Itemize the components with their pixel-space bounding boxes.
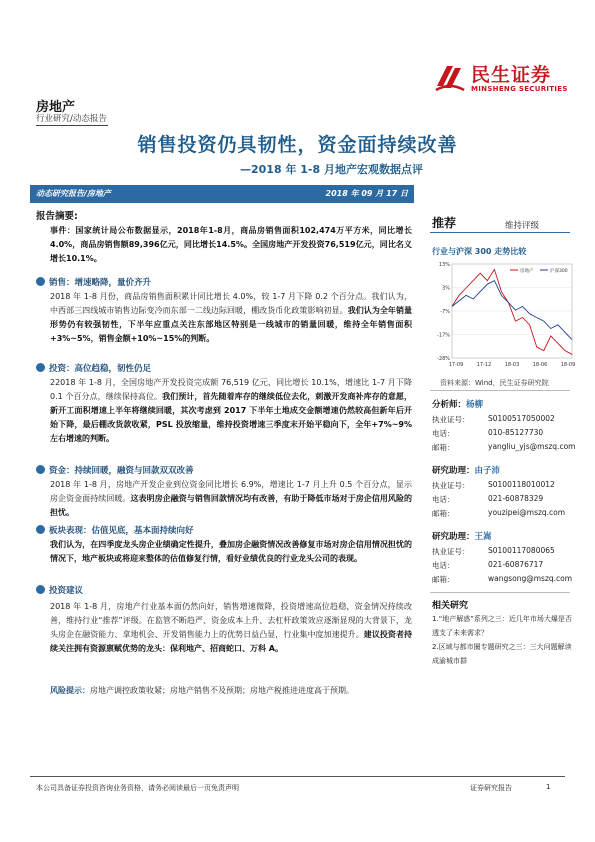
analyst-name [432,398,483,410]
analyst-info-row [432,414,572,425]
legend-label: 房地产 [520,269,534,274]
summary-label: 报告摘要: [36,211,78,222]
analyst-role: 研究助理： [432,466,475,476]
rating-value: 维持评级 [505,221,540,231]
fund-paragraph [50,478,412,520]
y-tick-label: -28% [437,356,450,362]
email-link[interactable]: youzipei@mszq.com [488,508,566,517]
risk-label: 风险提示： [50,686,90,695]
risk-text: 房地产调控政策收紧；房地产销售不及预期；房地产税推进进度高于预期。 [90,686,354,695]
info-value: 021-60876717 [488,560,544,569]
page-subtitle: —2018 年 1-8 月地产宏观数据点评 [240,163,423,176]
section-fund-label: 资金：持续回暖，融资与回款双双改善 [49,466,194,476]
section-invest-label: 投资：高位趋稳，韧性仍足 [49,364,152,374]
sales-paragraph [50,290,412,346]
banner-date: 2018 年 09 月 17 日 [325,189,408,198]
brand-name: 民生证券 [471,64,552,86]
brand-name-en: MINSHENG SECURITIES [471,85,568,93]
section-sales-label: 销售：增速略降，量价齐升 [49,278,152,288]
board-paragraph [50,538,412,566]
y-tick-label: 13% [438,262,450,268]
footer-disclaimer: 本公司具备证券投资咨询业务资格，请务必阅读最后一页免责声明 [36,784,239,792]
x-tick-label: 18-06 [532,362,548,368]
rating-divider [430,232,570,233]
rating-label: 推荐 [432,216,457,230]
fund-conclusion: 这表明房企融资与销售回款情况均有改善，有助于降低市场对于房企信用风险的担忧。 [50,494,413,517]
risk-paragraph [50,684,412,698]
info-label: 邮箱： [432,509,455,518]
fund-text: 2018 年 1-8 月，房地产开发企业到位资金同比增长 6.9%，增速比 1-7 月上升 0.5 个百分点，显示房企资金面持续回暖。 [50,480,412,503]
advice-text: 2018 年 1-8 月，房地产行业基本面仍然向好，销售增速微降，投资增速高位趋稳，资金情况持续改善，维持行业“推荐”评级。在监管不断趋严、资金成本上升、去杠杆政策效应逐渐显现的大背景下，龙头房企在融资能力、拿地机会、开发销售能力上的优势日益凸显，行业集中度加速提升。 [50,602,412,639]
analyst-role: 分析师： [432,400,467,410]
event-paragraph [50,224,412,266]
analyst-info-row [432,546,572,557]
brand-mark-icon [433,60,467,94]
board-conclusion: 我们认为，在四季度龙头房企业绩确定性提升，叠加房企融资情况改善修复市场对房企信用情况担忧的情况下，地产板块或将迎来整体的估值修复行情，看好业绩优良的行业龙头公司的表现。 [50,540,412,563]
banner-category: 动态研究报告/房地产 [36,189,111,198]
bullet-icon [36,465,45,474]
invest-text: 22018 年 1-8 月，全国房地产开发投资完成额 76,519 亿元，同比增长 10.1%，增速比 1-7 月下降 0.1 个百分点，继续保持高位。 [50,378,412,401]
info-value: S0100517050002 [488,414,555,423]
info-value: S0100117080065 [488,546,555,555]
email-link[interactable]: wangsong@mszq.com [488,574,573,583]
related-title: 相关研究 [432,601,469,611]
chart-divider [430,390,570,391]
section-fund-title [36,464,194,476]
info-label: 邮箱： [432,443,455,452]
analyst-name [432,464,500,476]
invest-paragraph [50,376,412,446]
bullet-icon [36,277,45,286]
section-board-label: 板块表现：估值见底，基本面持续向好 [49,526,194,536]
legend-label: 沪深300 [550,269,568,274]
header-divider [36,125,108,126]
brand-logo [433,58,573,98]
info-value: 021-60878329 [488,494,544,503]
advice-paragraph [50,600,412,656]
related-item[interactable]: 1.“地产解惑”系列之三：近几年市场大爆是否透支了未来需求？ [432,615,572,637]
chart-source: 资料来源：Wind，民生证券研究院 [440,379,549,387]
x-tick-label: 17-12 [476,362,492,368]
advice-conclusion: 建议投资者持续关注拥有资源禀赋优势的龙头：保利地产、招商蛇口、万科 A。 [50,630,413,653]
section-advice-title [36,584,83,596]
section-advice-label: 投资建议 [49,586,84,596]
sales-text: 2018 年 1-8 月份，商品房销售面积累计同比增长 4.0%，较 1-7 月下降 0.2 个百分点。我们认为，中西部三四线城市销售边际变冷而东部一二线边际回暖，棚改货币化政策影响初显。 [50,292,412,315]
page-number: 1 [546,783,551,791]
analyst-info-row [432,560,572,571]
x-tick-label: 18-09 [560,362,576,368]
analyst-info-row [432,428,572,439]
info-label: 电话： [432,429,455,438]
x-tick-label: 18-03 [504,362,520,368]
info-value: 010-85127730 [488,428,544,437]
analyst-info-row [432,442,576,453]
analyst-role: 研究助理： [432,532,475,542]
bullet-icon [36,363,45,372]
section-board-title [36,524,194,536]
info-label: 执业证号： [432,481,470,490]
x-tick-label: 17-09 [448,362,464,368]
invest-conclusion: 我们预计，首先随着库存的继续低位去化，刺激开发商补库存的意愿，新开工面积增速上半年将继续回暖，其次考虑到 2017 下半年土地成交金额增速仍然较高但新年后开始下降，最后棚改货款收紧，PSL 投放缩量，维持投资增速三季度末开始平稳向下，全年+7%~9%左右增速的判断。 [50,392,412,443]
analyst-person: 杨柳 [466,400,484,410]
report-banner [30,185,414,203]
info-label: 电话： [432,495,455,504]
email-link[interactable]: yangliu_yjs@mszq.com [488,442,576,451]
analyst-name [432,530,492,542]
analyst-info-row [432,480,572,491]
analyst-person: 由子沛 [474,466,501,476]
bullet-icon [36,525,45,534]
info-value: S0100118010012 [488,480,555,489]
series-line-1 [452,281,572,340]
report-type: 行业研究/动态报告 [36,114,107,124]
section-invest-title [36,362,151,374]
series-line-0 [452,270,572,355]
related-item[interactable]: 2.区域与都市圈专题研究之三：三大问题解读成渝城市群 [432,643,572,665]
analyst-info-row [432,494,572,505]
footer-report-label: 证券研究报告 [470,784,512,792]
info-label: 邮箱： [432,575,455,584]
y-tick-label: -7% [440,309,450,315]
section-sales-title [36,276,151,288]
event-text: 事件：国家统计局公布数据显示，2018年1-8月，商品房销售面积102,474万平方米，同比增长4.0%，商品房销售额89,396亿元，同比增长14.5%。全国房地产开发投资76,519亿元，同比名义增长10.1%。 [50,226,412,263]
info-label: 电话： [432,561,455,570]
related-divider [430,592,570,593]
page-title: 销售投资仍具韧性，资金面持续改善 [137,134,458,156]
info-label: 执业证号： [432,415,470,424]
chart-title: 行业与沪深 300 走势比较 [432,247,527,256]
y-tick-label: -17% [437,332,450,339]
info-label: 执业证号： [432,547,470,556]
y-tick-label: 3% [442,285,450,292]
trend-chart [426,258,576,372]
bullet-icon [36,585,45,594]
sales-conclusion: 我们认为全年销量形势仍有较强韧性，下半年应重点关注东部地区特别是一线城市的销量回暖，维持全年销售面积+3%~5%，销售金额+10%~15%的判断。 [50,306,413,343]
analyst-person: 王嵩 [474,532,492,542]
analyst-info-row [432,574,572,585]
analyst-info-row [432,508,572,519]
sector-label: 房地产 [36,100,76,115]
footer-divider [30,776,565,777]
